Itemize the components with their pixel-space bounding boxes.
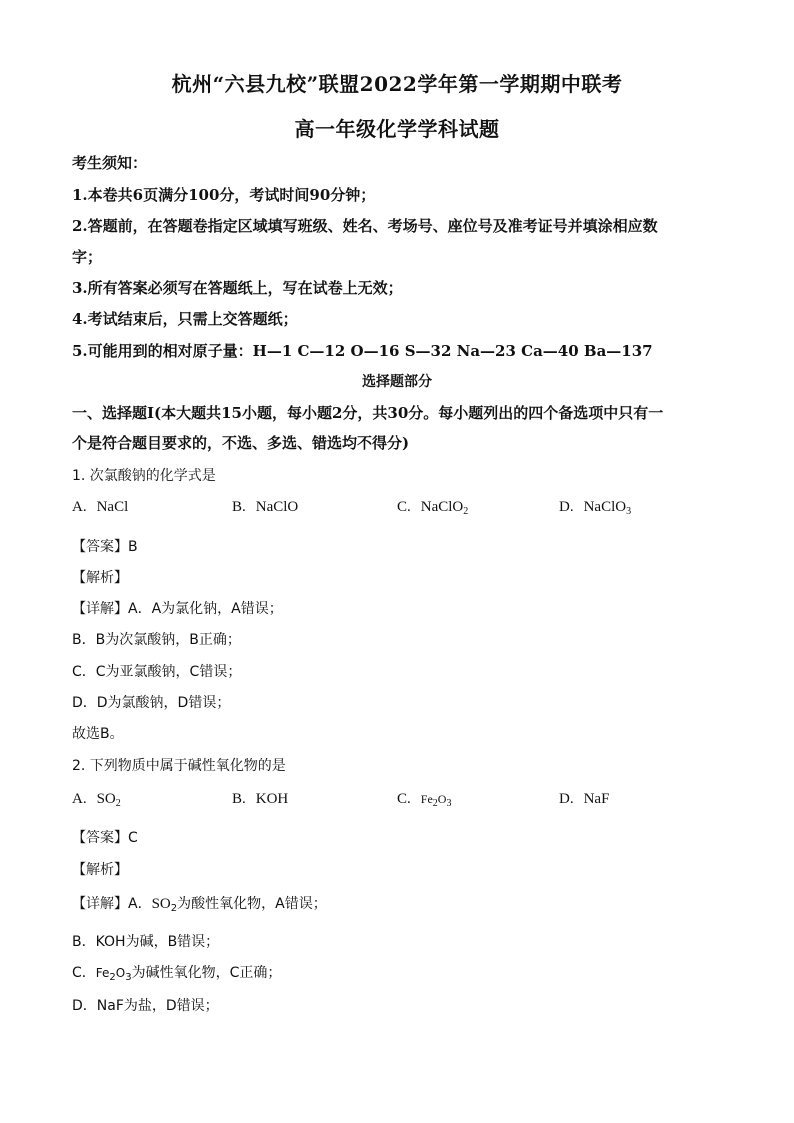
q2-detail-line: D．NaF为盐，D错误；	[72, 998, 219, 1014]
q1-option-a[interactable]	[72, 499, 128, 516]
formula-subscript: 2	[170, 903, 178, 914]
notice-item-5: 5.可能用到的相对原子量：H—1 C—12 O—16 S—32 Na—23 Ca—40 Ba—137	[72, 342, 653, 360]
option-subscript: 3	[626, 506, 632, 517]
q1-detail-line: B．B为次氯酸钠，B正确；	[72, 632, 241, 648]
q1-analysis-label: 【解析】	[72, 570, 128, 586]
q1-answer: 【答案】B	[72, 539, 138, 555]
detail-text: 【详解】A．	[72, 896, 152, 912]
option-text: NaClO	[583, 499, 627, 515]
option-text: NaClO	[420, 499, 464, 515]
exam-subtitle: 高一年级化学学科试题	[294, 117, 500, 141]
q1-detail-line: 【详解】A．A为氯化钠，A错误；	[72, 601, 283, 617]
option-key: C.	[397, 499, 411, 515]
formula: Fe	[95, 966, 110, 980]
question-2-stem: 2. 下列物质中属于碱性氧化物的是	[72, 758, 286, 774]
option-text: NaF	[583, 791, 610, 807]
section-heading-cont: 个是符合题目要求的，不选、多选、错选均不得分)	[72, 434, 410, 452]
notice-item-2-cont: 字；	[72, 248, 103, 266]
notice-item-2: 2.答题前，在答题卷指定区域填写班级、姓名、考场号、座位号及准考证号并填涂相应数	[72, 217, 658, 235]
q1-option-d[interactable]	[559, 499, 631, 516]
option-key: A.	[72, 499, 87, 515]
formula: O	[115, 966, 126, 980]
option-key: C.	[397, 791, 411, 807]
notice-item-3: 3.所有答案必须写在答题纸上，写在试卷上无效；	[72, 279, 403, 297]
exam-title: 杭州“六县九校”联盟2022学年第一学期期中联考	[171, 72, 623, 96]
q2-detail-line	[72, 962, 281, 982]
option-key: B.	[232, 791, 246, 807]
q1-detail-line: 故选B。	[72, 726, 124, 742]
q1-option-b[interactable]	[232, 499, 298, 516]
option-subscript: 2	[115, 798, 121, 809]
option-text: NaCl	[96, 499, 129, 515]
option-key: D.	[559, 499, 574, 515]
q1-detail-line: C．C为亚氯酸钠，C错误；	[72, 664, 242, 680]
q2-option-c[interactable]	[397, 791, 451, 808]
formula: SO	[151, 896, 171, 912]
q1-detail-line: D．D为氯酸钠，D错误；	[72, 695, 231, 711]
question-1-options	[72, 499, 732, 521]
option-key: B.	[232, 499, 246, 515]
q2-option-d[interactable]	[559, 791, 609, 808]
notice-item-4: 4.考试结束后，只需上交答题纸；	[72, 310, 298, 328]
q2-answer: 【答案】C	[72, 830, 138, 846]
part-title: 选择题部分	[362, 374, 432, 390]
q1-option-c[interactable]	[397, 499, 468, 516]
notice-item-1: 1.本卷共6页满分100分，考试时间90分钟；	[72, 186, 376, 204]
option-text: NaClO	[255, 499, 299, 515]
q2-detail-line	[72, 893, 327, 913]
q2-detail-line: B．KOH为碱，B错误；	[72, 934, 220, 950]
q2-option-b[interactable]	[232, 791, 288, 808]
option-text: KOH	[255, 791, 289, 807]
notice-heading: 考生须知：	[72, 154, 148, 172]
detail-text: 为酸性氧化物，A错误；	[177, 896, 327, 912]
option-text: SO	[96, 791, 116, 807]
option-key: A.	[72, 791, 87, 807]
detail-text: C．	[72, 965, 96, 981]
question-1-stem: 1. 次氯酸钠的化学式是	[72, 468, 216, 484]
question-2-options	[72, 791, 732, 813]
q2-analysis-label: 【解析】	[72, 862, 128, 878]
option-subscript: 2	[463, 506, 469, 517]
option-subscript: 2	[432, 798, 438, 809]
option-key: D.	[559, 791, 574, 807]
formula-subscript: 2	[109, 972, 116, 983]
formula-subscript: 3	[125, 972, 132, 983]
option-text: Fe	[420, 792, 433, 806]
option-text: O	[437, 792, 447, 806]
option-subscript: 3	[446, 798, 452, 809]
q2-option-a[interactable]	[72, 791, 121, 808]
section-heading: 一、选择题Ⅰ(本大题共15小题，每小题2分，共30分。每小题列出的四个备选项中只有一	[72, 404, 664, 422]
detail-text: 为碱性氧化物，C正确；	[131, 965, 282, 981]
